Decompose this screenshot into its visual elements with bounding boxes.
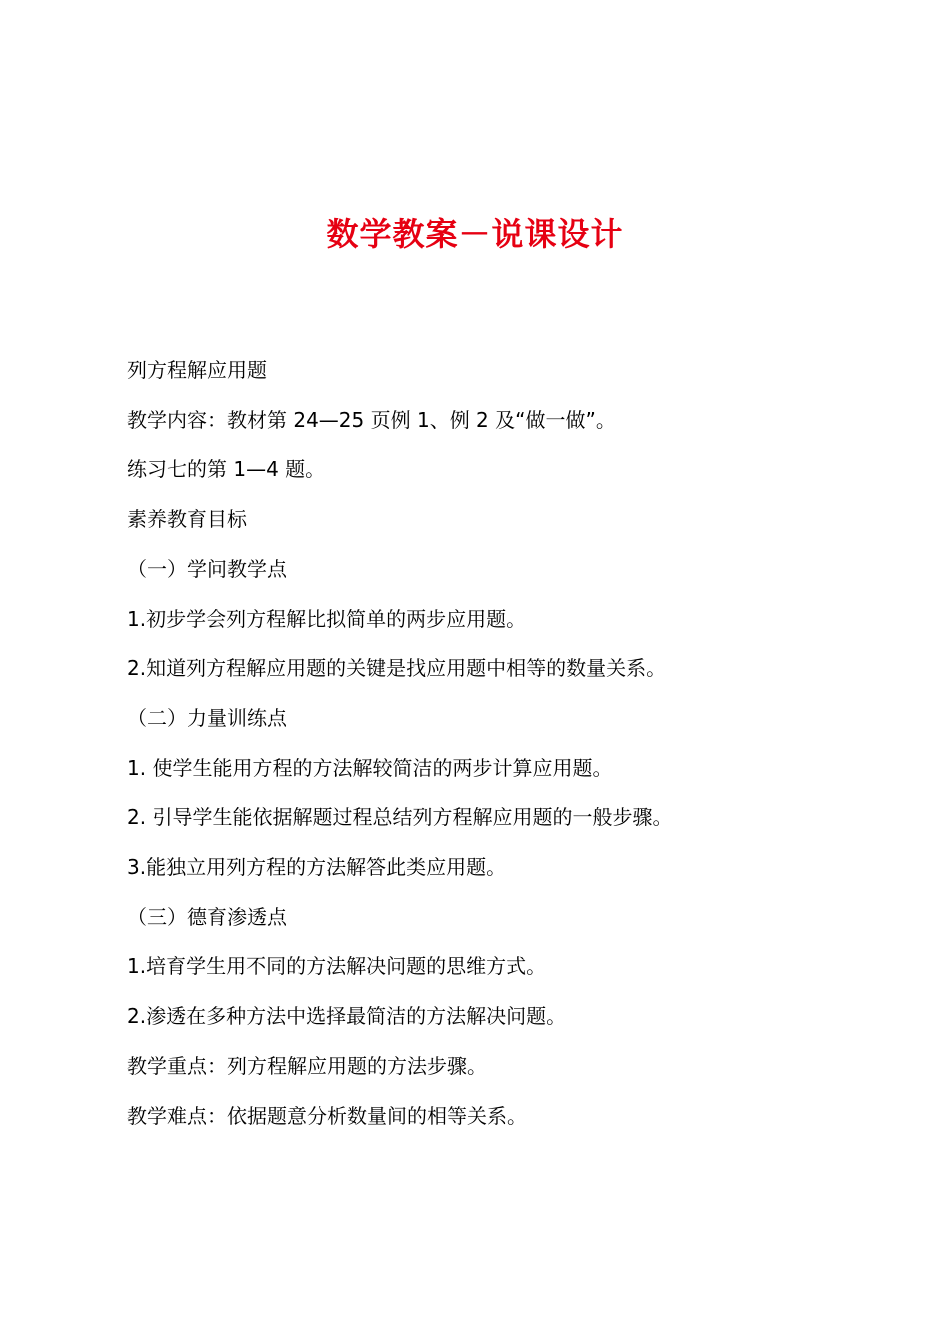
ability-item-1: 1. 使学生能用方程的方法解较简洁的两步计算应用题。: [127, 755, 613, 780]
subheading-knowledge: （一）学问教学点: [127, 556, 287, 581]
document-body: [127, 346, 847, 1141]
ability-item-2: 2. 引导学生能依据解题过程总结列方程解应用题的一般步骤。: [127, 805, 673, 830]
document-title: 数学教案－说课设计: [326, 215, 624, 253]
moral-item-2: 2.渗透在多种方法中选择最简洁的方法解决问题。: [127, 1004, 567, 1029]
teaching-content-line: 教学内容：教材第 24—25 页例 1、例 2 及“做一做”。: [127, 407, 616, 432]
knowledge-item-2: 2.知道列方程解应用题的关键是找应用题中相等的数量关系。: [127, 656, 667, 681]
objectives-heading: 素养教育目标: [127, 507, 247, 532]
ability-item-3: 3.能独立用列方程的方法解答此类应用题。: [127, 855, 507, 880]
key-point-line: 教学重点：列方程解应用题的方法步骤。: [127, 1053, 487, 1078]
exercise-line: 练习七的第 1—4 题。: [127, 457, 326, 482]
subheading-moral: （三）德育渗透点: [127, 904, 287, 929]
difficulty-line: 教学难点：依据题意分析数量间的相等关系。: [127, 1103, 527, 1128]
subheading-ability: （二）力量训练点: [127, 705, 287, 730]
knowledge-item-1: 1.初步学会列方程解比拟简单的两步应用题。: [127, 606, 527, 631]
moral-item-1: 1.培育学生用不同的方法解决问题的思维方式。: [127, 954, 547, 979]
section-heading: 列方程解应用题: [127, 358, 267, 382]
